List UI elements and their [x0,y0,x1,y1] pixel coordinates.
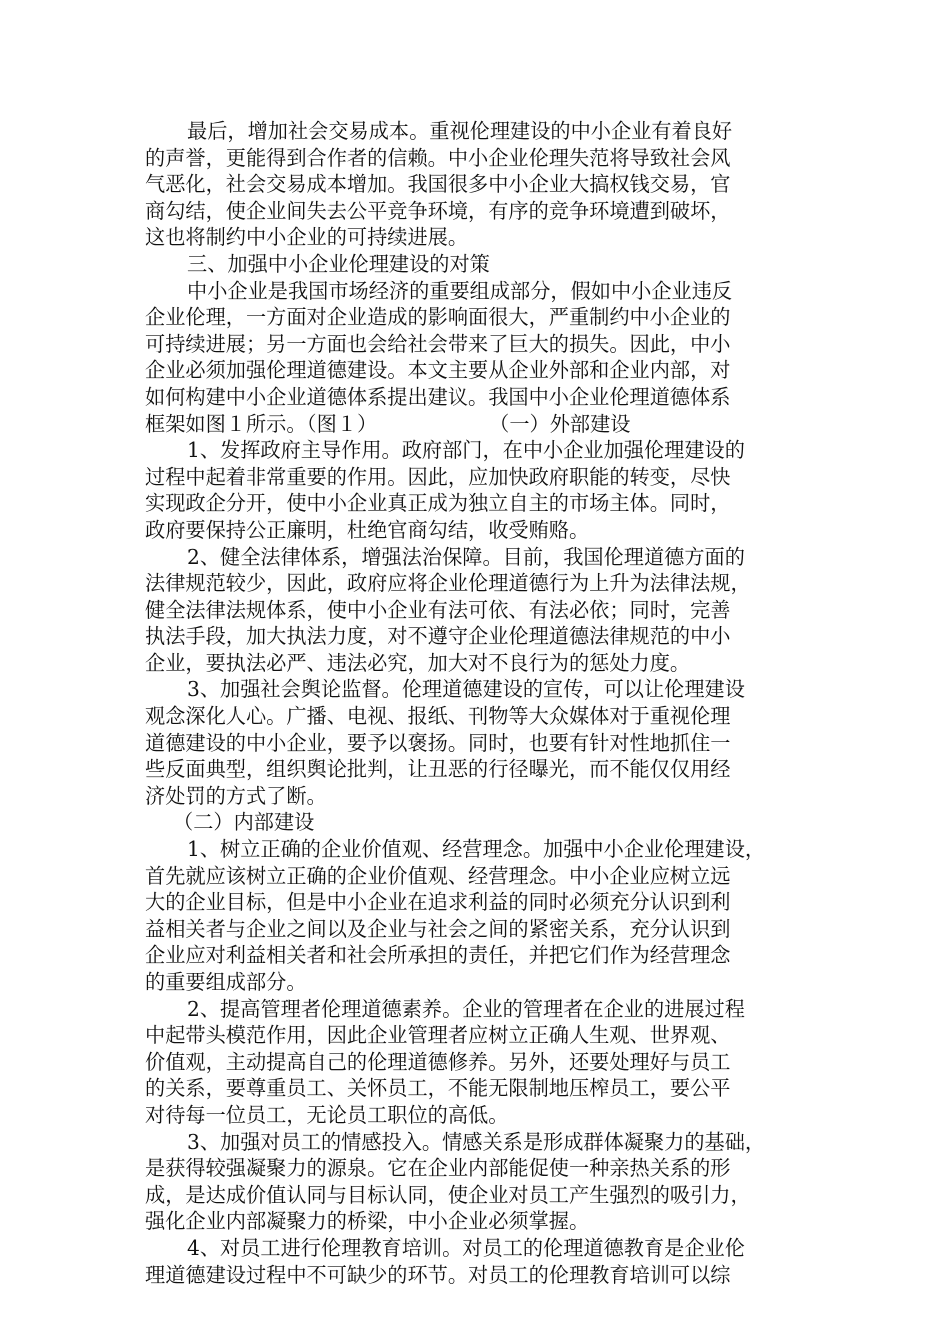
paragraph-social-cost [145,118,810,251]
text-line: 实现政企分开，使中小企业真正成为独立自主的市场主体。同时， [145,491,731,516]
paragraph-government-role [145,437,810,543]
text-line: 最后，增加社会交易成本。重视伦理建设的中小企业有着良好 [187,119,733,143]
text-line: 对待每一位员工，无论员工职位的高低。 [145,1102,509,1127]
text-line: 济处罚的方式了断。 [145,783,327,808]
text-line: 企业伦理，一方面对企业造成的影响面很大，严重制约中小企业的 [145,305,731,330]
text-line: 成，是达成价值认同与目标认同，使企业对员工产生强烈的吸引力， [145,1182,751,1207]
text-line: 中起带头模范作用，因此企业管理者应树立正确人生观、世界观、 [145,1023,731,1048]
text-line: 的重要组成部分。 [145,970,307,994]
text-line: 益相关者与企业之间以及企业与社会之间的紧密关系，充分认识到 [145,916,731,941]
paragraph-countermeasures [145,278,810,438]
text-line: 观念深化人心。广播、电视、报纸、刊物等大众媒体对于重视伦理 [145,704,731,729]
text-line: 企业，要执法必严、违法必究，加大对不良行为的惩处力度。 [145,650,691,675]
subsection-heading-external: （一）外部建设 [489,411,631,436]
text-line: 企业必须加强伦理道德建设。本文主要从企业外部和企业内部，对 [145,358,731,383]
text-line: 理道德建设过程中不可缺少的环节。对员工的伦理教育培训可以综 [145,1262,731,1287]
text-line: 是获得较强凝聚力的源泉。它在企业内部能促使一种亲热关系的形 [145,1156,731,1181]
section-heading: 三、加强中小企业伦理建设的对策 [187,251,490,276]
figure-reference: 框架如图１所示。（图１） [145,411,378,436]
text-line: 强化企业内部凝聚力的桥梁，中小企业必须掌握。 [145,1209,590,1234]
paragraph-legal-system [145,544,810,677]
paragraph-ethics-training [145,1235,810,1288]
text-line: 价值观，主动提高自己的伦理道德修养。另外，还要处理好与员工 [145,1049,731,1074]
text-line: 商勾结，使企业间失去公平竞争环境，有序的竞争环境遭到破坏， [145,198,731,223]
paragraph-values [145,836,810,996]
text-line: 气恶化，社会交易成本增加。我国很多中小企业大搞权钱交易，官 [145,172,731,197]
text-line: 的声誉，更能得到合作者的信赖。中小企业伦理失范将导致社会风 [145,145,731,170]
subsection-heading-internal: （二）内部建设 [173,810,315,835]
text-line: 健全法律法规体系，使中小企业有法可依、有法必依；同时，完善 [145,597,731,622]
text-line: 1、发挥政府主导作用。政府部门，在中小企业加强伦理建设的 [187,438,745,463]
text-line: 企业应对利益相关者和社会所承担的责任，并把它们作为经营理念 [145,943,731,968]
paragraph-managers [145,996,810,1129]
text-line: 道德建设的中小企业，要予以褒扬。同时，也要有针对性地抓住一 [145,730,731,755]
text-line: 执法手段，加大执法力度，对不遵守企业伦理道德法律规范的中小 [145,624,731,649]
text-line: 过程中起着非常重要的作用。因此，应加快政府职能的转变，尽快 [145,464,731,489]
text-line: 如何构建中小企业道德体系提出建议。我国中小企业伦理道德体系 [145,384,731,409]
text-line: 中小企业是我国市场经济的重要组成部分，假如中小企业违反 [187,278,733,303]
text-line: 的关系，要尊重员工、关怀员工，不能无限制地压榨员工，要公平 [145,1076,731,1101]
text-line: 些反面典型，组织舆论批判，让丑恶的行径曝光，而不能仅仅用经 [145,757,731,782]
paragraph-emotional-investment [145,1129,810,1235]
text-line: 1、树立正确的企业价值观、经营理念。加强中小企业伦理建设， [187,837,766,862]
text-line: 法律规范较少，因此，政府应将企业伦理道德行为上升为法律法规， [145,571,751,596]
text-line: 2、健全法律体系，增强法治保障。目前，我国伦理道德方面的 [187,544,745,569]
text-line: 首先就应该树立正确的企业价值观、经营理念。中小企业应树立远 [145,863,731,888]
text-line: 2、提高管理者伦理道德素养。企业的管理者在企业的进展过程 [187,996,745,1021]
paragraph-public-opinion [145,676,810,809]
text-line: 3、加强社会舆论监督。伦理道德建设的宣传，可以让伦理建设 [187,677,745,702]
text-line: 可持续进展；另一方面也会给社会带来了巨大的损失。因此，中小 [145,331,731,356]
text-line-with-subheading [145,411,810,438]
text-line: 大的企业目标，但是中小企业在追求利益的同时必须充分认识到利 [145,890,731,915]
text-line: 这也将制约中小企业的可持续进展。 [145,225,469,250]
text-line: 政府要保持公正廉明，杜绝官商勾结，收受贿赂。 [145,517,590,542]
text-line: 3、加强对员工的情感投入。情感关系是形成群体凝聚力的基础， [187,1129,766,1154]
text-line: 4、对员工进行伦理教育培训。对员工的伦理道德教育是企业伦 [187,1235,745,1260]
document-page [145,118,810,1288]
